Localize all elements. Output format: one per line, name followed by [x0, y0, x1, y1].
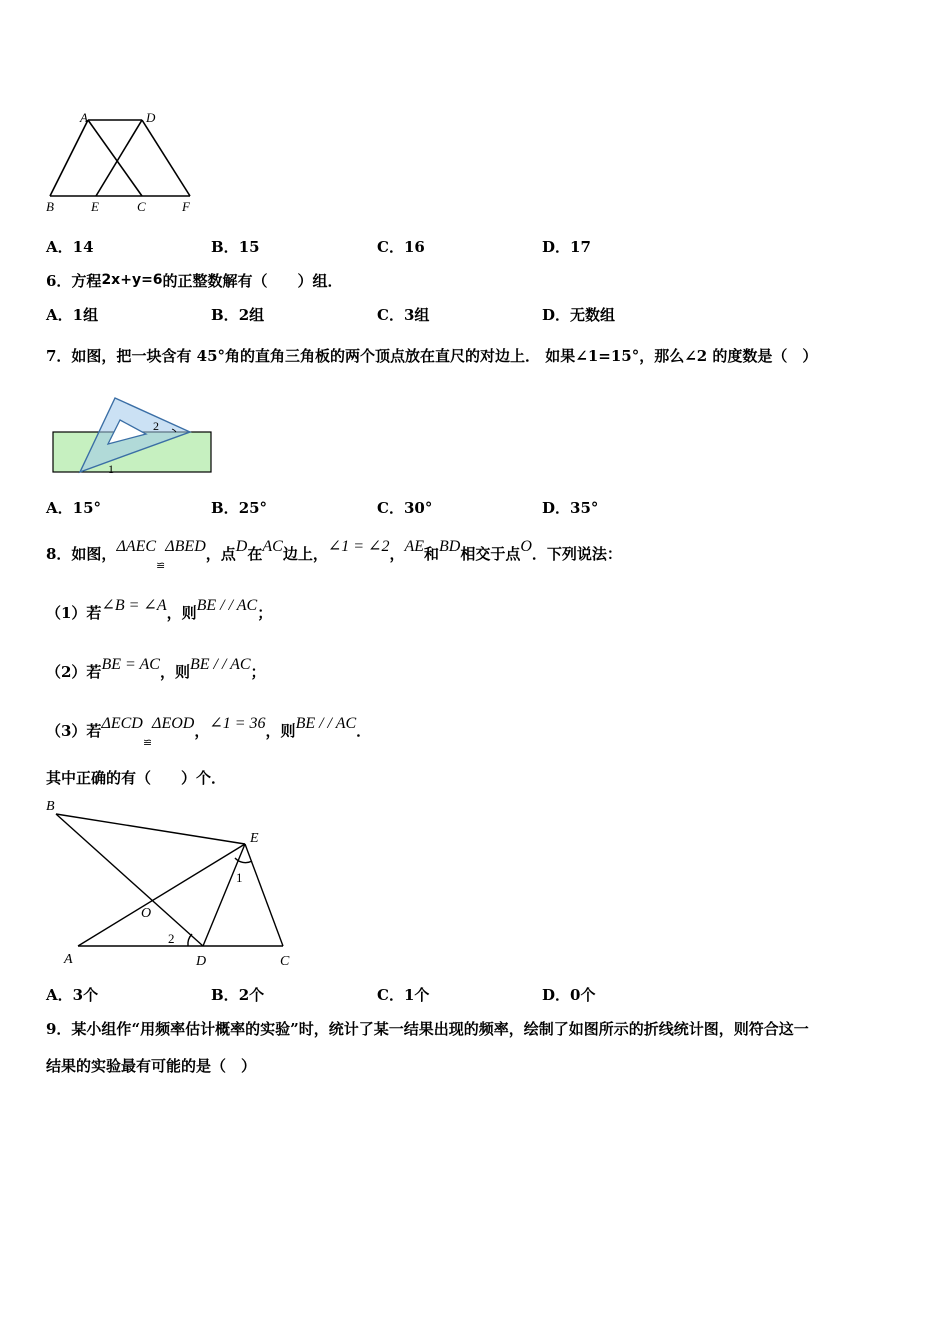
q8-option-a: A．3个 — [46, 986, 99, 1004]
q7-stem: 7．如图，把一块含有 45°角的直角三角板的两个顶点放在直尺的对边上． 如果∠1=15°，那么∠2 的度数是（ ） — [46, 347, 818, 365]
q6-option-c: C．3组 — [377, 306, 430, 324]
q5-option-d: D．17 — [542, 238, 591, 256]
angle-1-label: 1 — [108, 462, 114, 476]
q5-option-c: C．16 — [377, 238, 425, 256]
label-e: E — [91, 199, 99, 214]
label-b: B — [46, 799, 55, 814]
q6-option-b: B．2组 — [211, 306, 265, 324]
label-b: B — [46, 199, 54, 214]
q7-option-a: A．15° — [46, 499, 102, 517]
q9-stem-line-2: 结果的实验最有可能的是（ ） — [46, 1057, 257, 1075]
figure-q8-triangles — [40, 794, 300, 974]
q9-stem-line-1: 9．某小组作“用频率估计概率的实验”时，统计了某一结果出现的频率，绘制了如图所示的折线统计图，则符合这一 — [46, 1020, 809, 1038]
label-a: A — [80, 110, 88, 125]
q8-option-d: D．0个 — [542, 986, 596, 1004]
label-a: A — [64, 952, 73, 967]
q6-stem: 6．方程2x+y=6的正整数解有（ ）组． — [46, 272, 343, 290]
label-d: D — [146, 110, 156, 125]
q8-question: 其中正确的有（ ）个． — [46, 769, 227, 787]
label-e: E — [250, 831, 259, 846]
figure-q7-ruler-triangle — [50, 394, 218, 478]
q6-equation: 2x+y=6 — [101, 272, 163, 288]
q5-option-b: B．15 — [211, 238, 260, 256]
q6-option-a: A．1组 — [46, 306, 99, 324]
q5-option-a: A．14 — [46, 238, 94, 256]
q8-stem: 8．如图，$\Delta AEC_≌\Delta BED$，点D在AC边上，∠1 = ∠2，AE和BD相交于点O．下列说法： — [46, 538, 622, 572]
q8-option-b: B．2个 — [211, 986, 265, 1004]
angle-2-label: 2 — [153, 419, 159, 433]
q6-option-d: D．无数组 — [542, 306, 616, 324]
label-f: F — [182, 199, 190, 214]
q7-option-c: C．30° — [377, 499, 433, 517]
label-d: D — [196, 954, 207, 969]
label-c: C — [280, 954, 290, 969]
q8-statement-2: （2）若BE = AC，则BE / / AC； — [46, 656, 266, 681]
angle-1-label: 1 — [236, 870, 243, 885]
angle-2-label: 2 — [168, 931, 175, 946]
q7-option-d: D．35° — [542, 499, 599, 517]
q8-statement-1: （1）若∠B = ∠A，则BE / / AC； — [46, 597, 273, 622]
q7-option-b: B．25° — [211, 499, 268, 517]
label-o: O — [141, 906, 152, 921]
label-c: C — [137, 199, 146, 214]
q8-statement-3: （3）若$\Delta ECD_≌\Delta EOD$，∠1 = 36，则BE / / AC． — [46, 715, 372, 749]
figure-q5-trapezoid — [40, 108, 200, 216]
q8-option-c: C．1个 — [377, 986, 430, 1004]
